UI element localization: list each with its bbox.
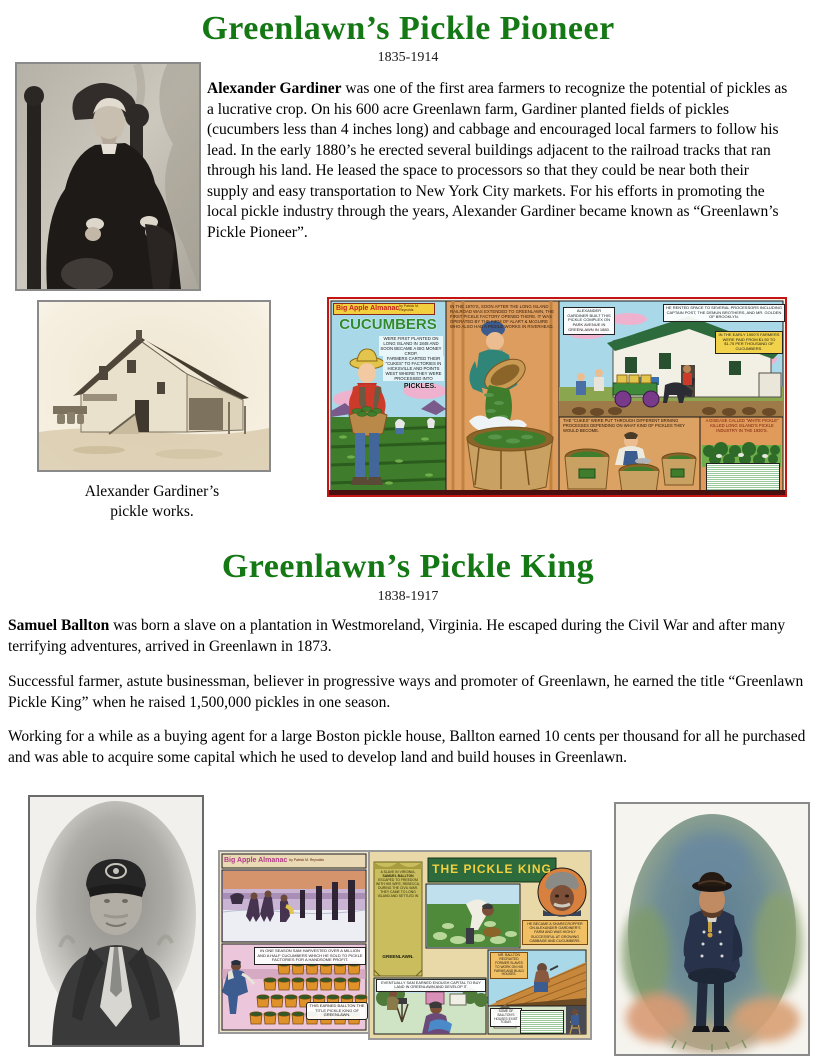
comic-pickle-king-recruited-caption: MR. BALLTON RECRUITED FORMER SLAVES TO WORK ON HIS FARMS AND BUILD HOUSES. bbox=[490, 952, 528, 979]
comic-cucumbers-panel5-caption: A DISEASE CALLED “WHITE PICKLE” KILLED LONG ISLAND’S PICKLE INDUSTRY IN THE 1930’S. bbox=[705, 418, 779, 433]
pickleworks-caption-line1: Alexander Gardiner’s bbox=[84, 483, 220, 500]
pioneer-dates: 1835-1914 bbox=[377, 50, 439, 65]
comic-escape-masthead-text: Big Apple Almanac bbox=[224, 856, 288, 864]
plaque-intro: A SLAVE IN VIRGINIA, bbox=[380, 870, 416, 874]
comic-cucumbers-panel3c-caption: IN THE EARLY 1900’S FARMERS WERE PAID FROM $1.50 TO $1.75 PER THOUSAND OF CUCUMBERS. bbox=[715, 331, 783, 354]
ballton-color-portrait-art bbox=[616, 804, 808, 1054]
comic-cucumbers-panel3a-caption: ALEXANDER GARDINER BUILT THIS PICKLE COMPLEX ON PARK AVENUE IN GREENLAWN IN 1880. bbox=[563, 307, 615, 335]
plaque-name: SAMUEL BALLTON bbox=[382, 874, 414, 879]
comic-cucumbers-masthead bbox=[333, 303, 435, 315]
comic-pickle-king-houses-caption: SOME OF BALLTON’S HOUSES EXIST TODAY. bbox=[490, 1008, 522, 1027]
pioneer-paragraph-rest: was one of the first area farmers to recognize the potential of pickles as a lucrative crop. On his 600 acre Greenlawn farm, Gardiner planted fields of pickles (cucumbers less than 4 inches long) and cabbage and encouraged local farmers to follow his lead. In the early 1880’s he erected several buildings adjacent to the railroad tracks that ran through his land. He leased the space to processors so that they could be near both their supply and easy transportation to New York City markets. For his efforts in promoting the local pickle industry through the years, Alexander Gardiner became known as “Greenlawn’s Pickle Pioneer”. bbox=[207, 80, 788, 241]
pickleworks-art bbox=[39, 302, 269, 470]
king-title: Greenlawn’s Pickle King bbox=[221, 548, 595, 585]
king-dates: 1838-1917 bbox=[377, 589, 439, 604]
pioneer-paragraph-lead: Alexander Gardiner bbox=[207, 80, 342, 97]
comic-pickle-king-sharecrop-caption: HE BECAME A SHARECROPPER ON ALEXANDER GARDINER’S FARM AND WAS HIGHLY SUCCESSFUL AT GROWING CABBAGE AND CUCUMBERS. bbox=[522, 920, 588, 945]
comic-escape-byline: by Patrick M. Reynolds bbox=[289, 858, 324, 863]
ballton-color-portrait-photo bbox=[614, 802, 810, 1056]
comic-cucumbers-panel1a-caption: WERE FIRST PLANTED ON LONG ISLAND IN 1848 AND SOON BECAME A BIG MONEY CROP. bbox=[380, 336, 442, 357]
comic-cucumbers-fine-print bbox=[706, 463, 780, 491]
comic-cucumbers-panel2-caption: IN THE 1870’S, SOON AFTER THE LONG ISLAND RAILROAD WAS EXTENDED TO GREENLAWN, THE FIRST PICKLE FACTORY OPENED THERE. IT WAS OPERATED BY THE FIRM OF ALART & McGUIRE WHO ALSO HAD A PICKLE WORKS IN RIVERHEAD. bbox=[450, 304, 555, 330]
king-paragraph-1-lead: Samuel Ballton bbox=[8, 617, 110, 634]
king-paragraph-1-rest: was born a slave on a plantation in Westmoreland, Virginia. He escaped during the Civil War and after many terrifying adventures, arrived in Greenlawn in 1873. bbox=[8, 617, 786, 655]
comic-pickle-king-title: THE PICKLE KING bbox=[432, 862, 552, 876]
comic-escape-title-caption: THIS EARNED BALLTON THE TITLE PICKLE KING OF GREENLAWN. bbox=[306, 1002, 368, 1020]
ballton-portrait-art bbox=[30, 797, 202, 1045]
pickleworks-caption-line2: pickle works. bbox=[110, 503, 194, 520]
gardiner-portrait-photo bbox=[15, 62, 201, 291]
comic-pickle-king-plaque-place: GREENLAWN. bbox=[382, 954, 414, 959]
comic-pickle-king bbox=[368, 850, 592, 1040]
plaque-rest: ESCAPED TO FREEDOM WITH HIS WIFE, REBECCA, DURING THE CIVIL WAR. THEY CAME TO LONG ISLAND AND SETTLED IN bbox=[376, 878, 420, 899]
comic-cucumbers-masthead-text: Big Apple Almanac bbox=[336, 304, 400, 312]
comic-cucumbers-panel3b-caption: HE RENTED SPACE TO SEVERAL PROCESSORS INCLUDING CAPTAIN POST, THE DEMUN BROTHERS, AND MR. GOLDEN OF BROOKLYN. bbox=[663, 304, 785, 322]
pioneer-title: Greenlawn’s Pickle Pioneer bbox=[201, 10, 615, 47]
comic-cucumbers bbox=[327, 297, 787, 497]
pioneer-paragraph bbox=[207, 79, 791, 243]
king-paragraph-1 bbox=[8, 616, 808, 657]
gardiner-portrait-art bbox=[17, 64, 199, 289]
king-paragraph-2: Successful farmer, astute businessman, believer in progressive ways and promoter of Greenlawn, he earned the title “Greenlawn Pickle King” when he raised 1,500,000 pickles in one season. bbox=[8, 673, 804, 711]
comic-escape-masthead bbox=[224, 855, 342, 867]
comic-cucumbers-byline: by Patrick M. Reynolds bbox=[399, 304, 419, 312]
pickleworks-caption bbox=[33, 482, 271, 522]
comic-pickle-king-fine-print bbox=[520, 1010, 564, 1034]
comic-cucumbers-panel4-caption: THE “CUKES” WERE PUT THROUGH DIFFERENT BRINING PROCESSES DEPENDING ON WHAT KIND OF PICKLES THEY WOULD BECOME. bbox=[563, 418, 685, 433]
ballton-portrait-photo bbox=[28, 795, 204, 1047]
comic-pickle-king-plaque bbox=[376, 870, 420, 898]
pickleworks-photo bbox=[37, 300, 271, 472]
comic-escape bbox=[218, 850, 370, 1034]
comic-cucumbers-panel1b-caption: FARMERS CARTED THEIR “CUKES” TO FACTORIES IN HICKSVILLE AND POINTS WEST WHERE THEY WERE PROCESSED INTO bbox=[383, 356, 444, 381]
comic-cucumbers-title: CUCUMBERS bbox=[339, 316, 437, 333]
king-paragraph-3: Working for a while as a buying agent for a large Boston pickle house, Ballton earned 10 cents per thousand for all he purchased and was able to acquire some capital which he used to develop land and build houses in Greenlawn. bbox=[8, 728, 806, 766]
comic-pickle-king-capital-caption: EVENTUALLY SAM EARNED ENOUGH CAPITAL TO BUY LAND IN GREENLAWN AND DEVELOP IT. bbox=[376, 979, 486, 992]
comic-escape-harvest-caption: IN ONE SEASON SAM HARVESTED OVER A MILLION AND A HALF CUCUMBERS WHICH HE SOLD TO PICKLE FACTORIES FOR A HANDSOME PROFIT. bbox=[254, 947, 366, 965]
comic-cucumbers-pickles-word: PICKLES. bbox=[403, 383, 437, 390]
